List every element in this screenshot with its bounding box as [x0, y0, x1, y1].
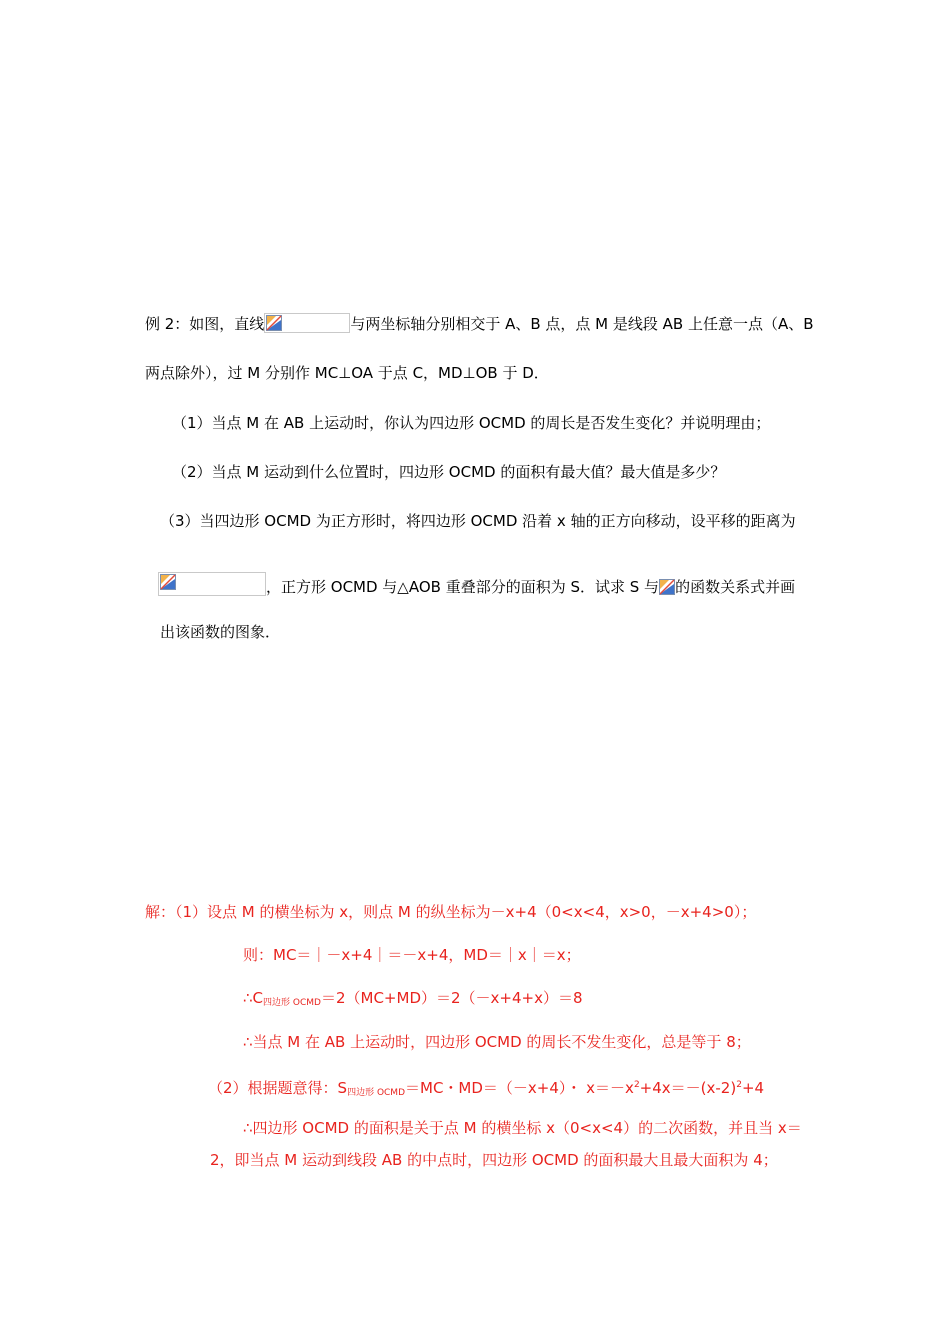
solution-line-3: [243, 988, 583, 1013]
solution-line-1: 解：（1）设点 M 的横坐标为 x，则点 M 的纵坐标为－x+4（0<x<4，x>0，－x+4>0）；: [145, 903, 757, 921]
broken-image-icon: [160, 574, 176, 590]
solution-line-2: 则：MC＝｜－x+4｜＝－x+4，MD＝｜x｜＝x；: [243, 946, 581, 964]
area-formula-part-3: +4: [741, 1079, 765, 1097]
perimeter-subscript: 四边形 OCMD: [263, 998, 321, 1008]
inline-image-placeholder: [659, 579, 675, 595]
area-label: （2）根据题意得：S: [208, 1079, 348, 1097]
solution-line-5: [208, 1075, 764, 1103]
problem-line-1-start: 例 2：如图，直线: [145, 315, 265, 333]
solution-line-4: ∴当点 M 在 AB 上运动时，四边形 OCMD 的周长不发生变化，总是等于 8；: [243, 1033, 751, 1051]
question-3-line-2-end: 的函数关系式并画: [675, 578, 796, 596]
perimeter-formula: ＝2（MC+MD）＝2（－x+4+x）＝8: [320, 989, 583, 1007]
area-exponent-1: 2: [633, 1080, 640, 1090]
variable-image-placeholder: [158, 572, 266, 596]
solution-line-7: 2，即当点 M 运动到线段 AB 的中点时，四边形 OCMD 的面积最大且最大面积为 4；: [210, 1151, 778, 1169]
question-3-line-1: （3）当四边形 OCMD 为正方形时，将四边形 OCMD 沿着 x 轴的正方向移动，设平移的距离为: [160, 512, 796, 530]
broken-image-icon: [266, 315, 282, 331]
equation-image-placeholder: [264, 313, 350, 333]
solution-line-6: ∴四边形 OCMD 的面积是关于点 M 的横坐标 x（0<x<4）的二次函数，并且当 x＝: [243, 1119, 802, 1137]
question-3-line-3: 出该函数的图象．: [160, 623, 281, 641]
question-3-line-2-text: ，正方形 OCMD 与△AOB 重叠部分的面积为 S．试求 S 与: [266, 578, 660, 596]
problem-line-1: [145, 313, 814, 334]
problem-line-1-end: 与两坐标轴分别相交于 A、B 点，点 M 是线段 AB 上任意一点（A、B: [350, 315, 814, 333]
problem-line-2: 两点除外），过 M 分别作 MC⊥OA 于点 C，MD⊥OB 于 D．: [145, 364, 549, 382]
area-formula-part-2: +4x＝－(x-2): [639, 1079, 737, 1097]
perimeter-symbol: ∴C: [243, 989, 264, 1007]
question-1: （1）当点 M 在 AB 上运动时，你认为四边形 OCMD 的周长是否发生变化？并说明理由；: [172, 414, 771, 432]
area-formula-part-1: ＝MC・MD＝（－x+4）・ x＝－x: [405, 1079, 634, 1097]
question-2: （2）当点 M 运动到什么位置时，四边形 OCMD 的面积有最大值？最大值是多少？: [172, 463, 726, 481]
area-exponent-2: 2: [736, 1080, 742, 1090]
question-3-line-2: [158, 572, 795, 597]
area-subscript: 四边形 OCMD: [347, 1088, 406, 1098]
broken-image-icon: [659, 579, 675, 595]
